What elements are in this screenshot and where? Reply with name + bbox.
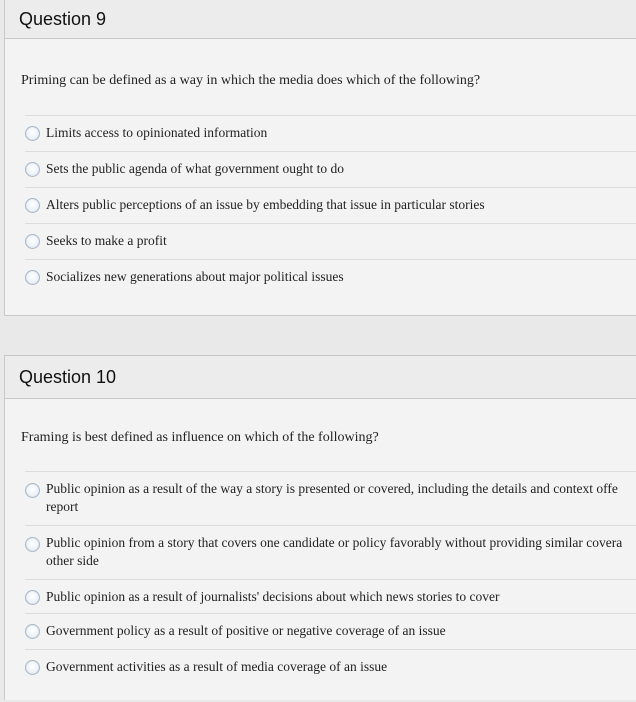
question-10-option-2[interactable] <box>25 525 636 580</box>
option-label: Socializes new generations about major political issues <box>46 269 344 284</box>
radio-button-icon[interactable] <box>25 126 40 141</box>
question-9-header <box>5 0 636 39</box>
option-label: Public opinion as a result of the way a story is presented or covered, including the details and context offe report <box>46 481 618 514</box>
option-label: Limits access to opinionated information <box>46 125 268 140</box>
radio-button-icon[interactable] <box>25 483 40 498</box>
question-10-body <box>5 399 636 702</box>
option-label: Public opinion from a story that covers one candidate or policy favorably without providing similar covera other side <box>46 535 623 568</box>
question-10-title: Question 10 <box>19 366 117 387</box>
question-10-card <box>4 355 636 700</box>
radio-button-icon[interactable] <box>25 660 40 675</box>
option-label: Government policy as a result of positive or negative coverage of an issue <box>46 623 446 638</box>
radio-button-icon[interactable] <box>25 234 40 249</box>
option-label: Sets the public agenda of what government ought to do <box>46 161 345 176</box>
question-10-header <box>5 355 636 399</box>
question-9-title: Question 9 <box>19 8 107 29</box>
question-9-option-5[interactable] <box>25 259 636 304</box>
option-label: Seeks to make a profit <box>46 233 167 248</box>
option-label: Alters public perceptions of an issue by embedding that issue in particular stories <box>46 197 485 212</box>
option-label: Government activities as a result of media coverage of an issue <box>46 659 388 674</box>
question-9-prompt: Priming can be defined as a way in which the media does which of the following? <box>21 73 481 88</box>
radio-button-icon[interactable] <box>25 162 40 177</box>
radio-button-icon[interactable] <box>25 270 40 285</box>
question-10-prompt: Framing is best defined as influence on which of the following? <box>21 430 379 445</box>
option-label: Public opinion as a result of journalists' decisions about which news stories to cover <box>46 589 500 604</box>
question-9-bottom-border <box>5 315 636 316</box>
radio-button-icon[interactable] <box>25 537 40 552</box>
radio-button-icon[interactable] <box>25 590 40 605</box>
radio-button-icon[interactable] <box>25 198 40 213</box>
question-10-option-5[interactable] <box>25 649 636 694</box>
question-9-body <box>5 39 636 315</box>
radio-button-icon[interactable] <box>25 624 40 639</box>
question-9-card <box>4 0 636 316</box>
question-10-option-1[interactable] <box>25 471 636 526</box>
